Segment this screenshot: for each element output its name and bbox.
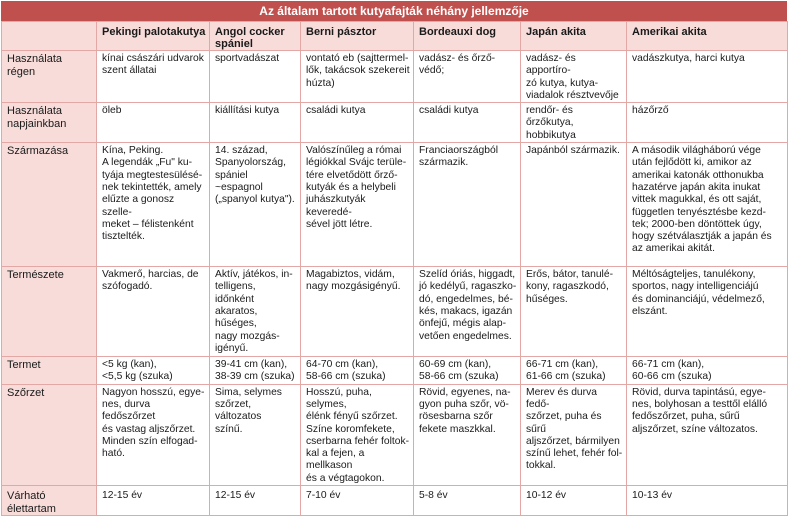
table-cell: Rövid, durva tapintású, egye- nes, bolyhosan a testtől elálló fedőszőrzet, puha, sűrű aljszőrzet, színe változatos. [627, 384, 788, 485]
table-cell: Aktív, játékos, in- telligens, időnként akaratos, hűséges, nagy mozgás- igényű. [210, 267, 301, 357]
table-cell: Franciaországból származik. [414, 143, 521, 267]
table-row [2, 384, 788, 485]
row-label: Használata napjainkban [2, 103, 97, 143]
column-header: Pekingi palotakutya [97, 22, 210, 51]
breed-table-sheet [1, 1, 787, 516]
table-cell: 66-71 cm (kan), 61-66 cm (szuka) [521, 357, 627, 385]
row-label: Termet [2, 357, 97, 385]
table-cell: <5 kg (kan), <5,5 kg (szuka) [97, 357, 210, 385]
row-label: Használata régen [2, 51, 97, 103]
table-row [2, 486, 788, 516]
table-row [2, 267, 788, 357]
row-label: Természete [2, 267, 97, 357]
table-cell: vadász- és őrző-védő; [414, 51, 521, 103]
table-cell: Japánból származik. [521, 143, 627, 267]
table-cell: házőrző [627, 103, 788, 143]
table-cell: 12-15 év [210, 486, 301, 516]
table-cell: 12-15 év [97, 486, 210, 516]
table-cell: családi kutya [301, 103, 414, 143]
table-cell: rendőr- és őrzőkutya, hobbikutya [521, 103, 627, 143]
table-cell: vadász- és apportíro- zó kutya, kutya- viadalok résztvevője [521, 51, 627, 103]
table-cell: Merev és durva fedő- szőrzet, puha és sűrű aljszőrzet, bármilyen színű lehet, fehér fol- tokkal. [521, 384, 627, 485]
table-cell: Vakmerő, harcias, de szófogadó. [97, 267, 210, 357]
table-cell: sportvadászat [210, 51, 301, 103]
table-cell: 64-70 cm (kan), 58-66 cm (szuka) [301, 357, 414, 385]
row-label: Szőrzet [2, 384, 97, 485]
header-corner [2, 22, 97, 51]
table-cell: 66-71 cm (kan), 60-66 cm (szuka) [627, 357, 788, 385]
table-cell: A második világháború vége után fejlődött ki, amikor az amerikai katonák otthonukba hazatérve japán akita inukat vittek magukkal, és ott saját, független tenyésztésbe kezd- tek; 2000-ben döntöttek úgy, hogy szétválasztják a japán és az amerikai akitát. [627, 143, 788, 267]
table-cell: családi kutya [414, 103, 521, 143]
table-row [2, 357, 788, 385]
column-header: Amerikai akita [627, 22, 788, 51]
table-cell: vontató eb (sajttermel- lők, takácsok szekereit húzta) [301, 51, 414, 103]
table-row [2, 51, 788, 103]
table-cell: 60-69 cm (kan), 58-66 cm (szuka) [414, 357, 521, 385]
table-cell: 14. század, Spanyolország, spániel ~espagnol („spanyol kutya"). [210, 143, 301, 267]
row-label: Várható élettartam [2, 486, 97, 516]
column-header: Angol cocker spániel [210, 22, 301, 51]
table-cell: Méltóságteljes, tanulékony, sportos, nagy intelligenciájú és dominanciájú, védelmező, elszánt. [627, 267, 788, 357]
table-cell: 5-8 év [414, 486, 521, 516]
table-cell: 39-41 cm (kan), 38-39 cm (szuka) [210, 357, 301, 385]
table-cell: vadászkutya, harci kutya [627, 51, 788, 103]
table-cell: kiállítási kutya [210, 103, 301, 143]
header-row [2, 22, 788, 51]
table-cell: Hosszú, puha, selymes, élénk fényű szőrzet. Színe koromfekete, cserbarna fehér foltok- kal a fejen, a mellkason és a végtagokon. [301, 384, 414, 485]
table-cell: Valószínűleg a római légiókkal Svájc terüle- tére elvetődött őrző- kutyák és a helybeli juhászkutyák keveredé- sével jött létre. [301, 143, 414, 267]
column-header: Bordeauxi dog [414, 22, 521, 51]
table-cell: 10-12 év [521, 486, 627, 516]
table-cell: Erős, bátor, tanulé- kony, ragaszkodó, hűséges. [521, 267, 627, 357]
table-title: Az általam tartott kutyafajták néhány jellemzője [1, 1, 787, 21]
table-row [2, 103, 788, 143]
table-cell: Rövid, egyenes, na- gyon puha szőr, vö- rösesbarna szőr fekete maszkkal. [414, 384, 521, 485]
breed-comparison-table [1, 21, 788, 516]
table-cell: 7-10 év [301, 486, 414, 516]
table-row [2, 143, 788, 267]
table-cell: Kína, Peking. A legendák „Fu" ku- tyája megtestesülésé- nek tekintették, amely elűzte a gonosz szelle- meket – félistenként tisztelték. [97, 143, 210, 267]
table-cell: öleb [97, 103, 210, 143]
column-header: Berni pásztor [301, 22, 414, 51]
table-cell: kínai császári udvarok szent állatai [97, 51, 210, 103]
table-cell: Nagyon hosszú, egye- nes, durva fedőszőrzet és vastag aljszőrzet. Minden szín elfogad- ható. [97, 384, 210, 485]
table-cell: Sima, selymes szőrzet, változatos színű. [210, 384, 301, 485]
table-cell: 10-13 év [627, 486, 788, 516]
table-cell: Szelíd óriás, higgadt, jó kedélyű, ragaszko- dó, engedelmes, bé- kés, makacs, igazán önfejű, mégis alap- vetően engedelmes. [414, 267, 521, 357]
row-label: Származása [2, 143, 97, 267]
table-cell: Magabiztos, vidám, nagy mozgásigényű. [301, 267, 414, 357]
column-header: Japán akita [521, 22, 627, 51]
